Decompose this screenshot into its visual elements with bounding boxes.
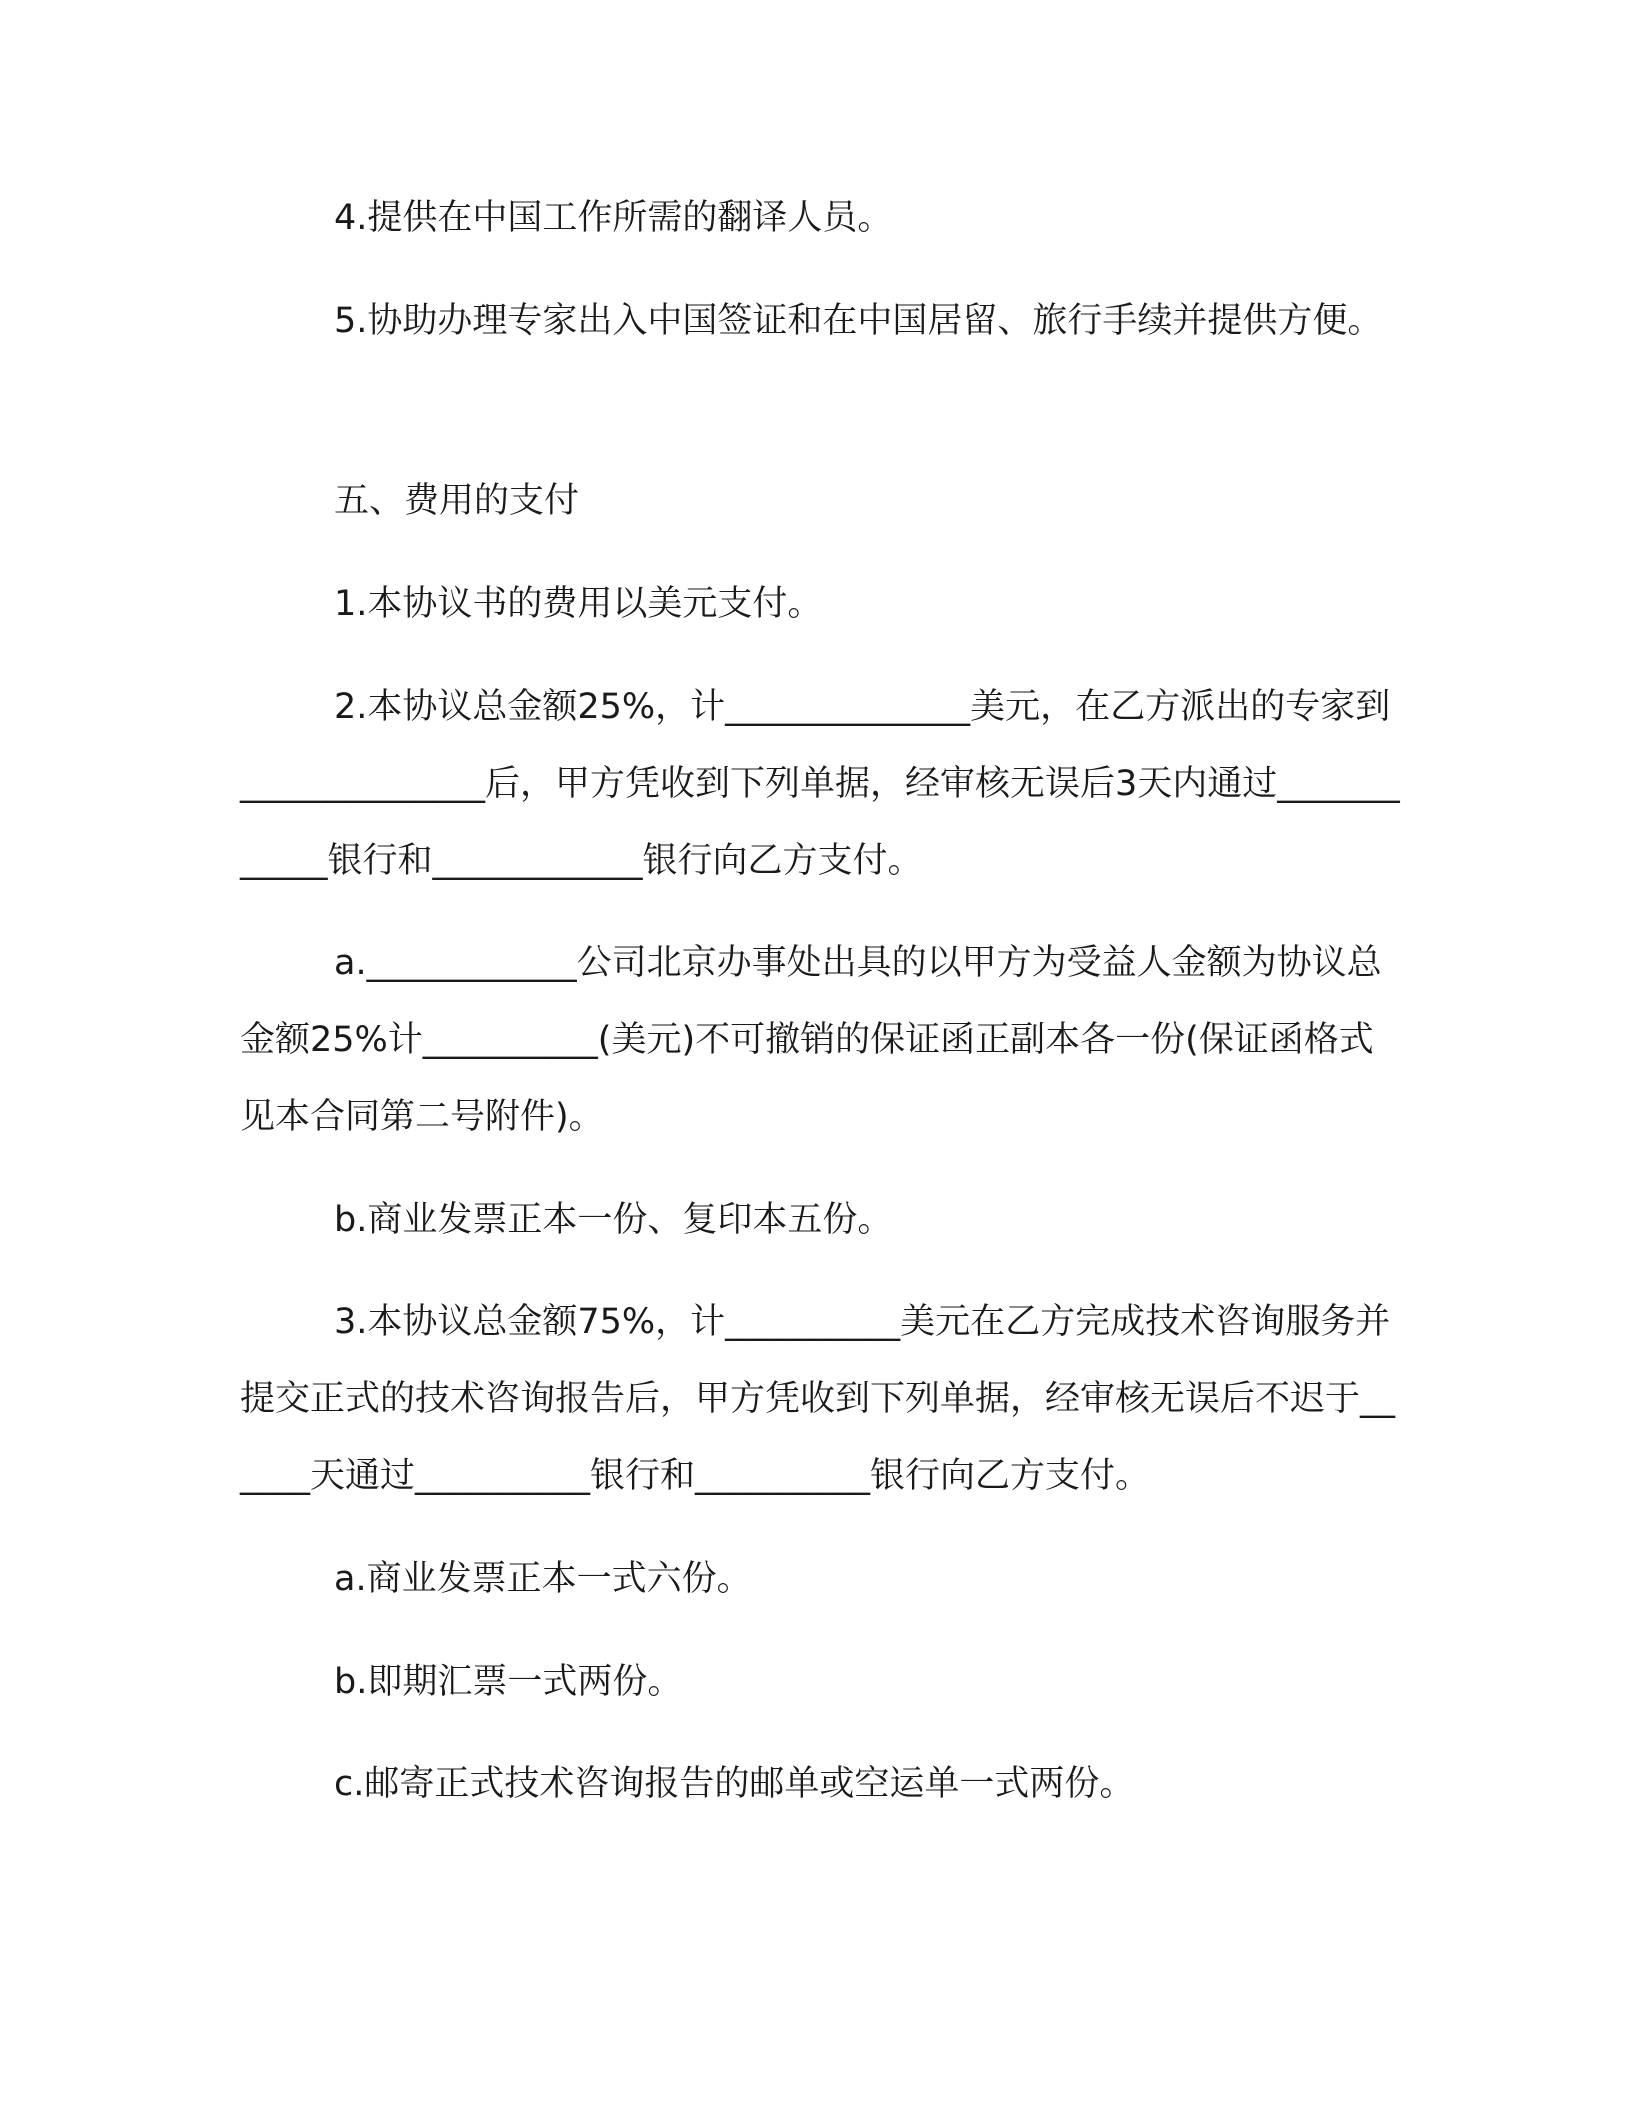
- paragraph-commercial-invoice-copies: b.商业发票正本一份、复印本五份。: [334, 1200, 893, 1240]
- paragraph-payment-first-installment: 2.本协议总金额25%，计______________美元，在乙方派出的专家到______________后，甲方凭收到下列单据，经审核无误后3天内通过____________银行和____________银行向乙方支付。: [240, 687, 1400, 881]
- paragraph-sight-draft: b.即期汇票一式两份。: [334, 1662, 683, 1702]
- section-heading-payment: 五、费用的支付: [334, 481, 580, 521]
- paragraph-commercial-invoice-six: a.商业发票正本一式六份。: [334, 1559, 752, 1599]
- paragraph-payment-second-installment: 3.本协议总金额75%，计__________美元在乙方完成技术咨询服务并提交正式的技术咨询报告后，甲方凭收到下列单据，经审核无误后不迟于______天通过__________银行和__________银行向乙方支付。: [240, 1302, 1396, 1496]
- paragraph-airway-bill: c.邮寄正式技术咨询报告的邮单或空运单一式两份。: [334, 1764, 1135, 1804]
- paragraph-item-5-visa-assistance: 5.协助办理专家出入中国签证和在中国居留、旅行手续并提供方便。: [334, 301, 1383, 341]
- paragraph-guarantee-letter: a.____________公司北京办事处出具的以甲方为受益人金额为协议总金额25%计__________(美元)不可撤销的保证函正副本各一份(保证函格式见本合同第二号附件)。: [240, 943, 1382, 1137]
- paragraph-item-4-translators: 4.提供在中国工作所需的翻译人员。: [334, 198, 893, 238]
- paragraph-payment-currency: 1.本协议书的费用以美元支付。: [334, 584, 823, 624]
